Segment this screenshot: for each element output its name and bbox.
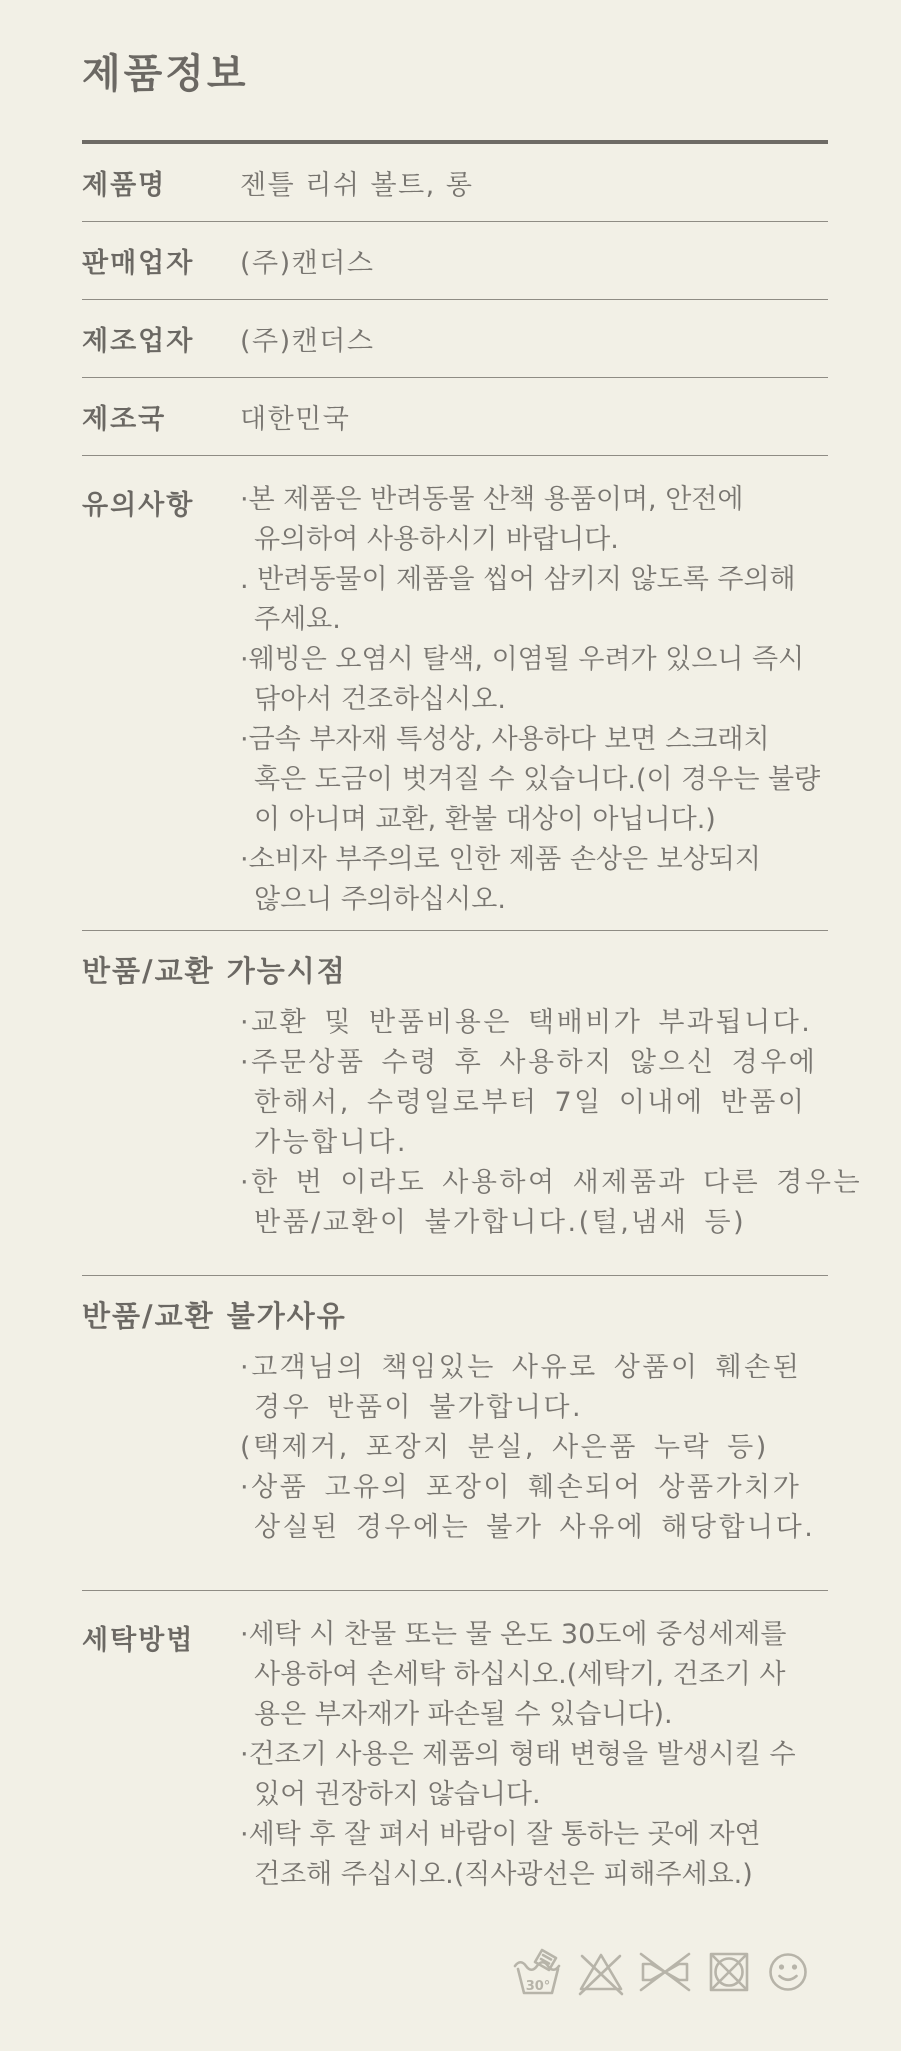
care-icons	[82, 1947, 828, 1997]
info-label: 판매업자	[82, 248, 195, 279]
info-value: 젠틀 리쉬 볼트, 롱	[240, 170, 474, 201]
notice-line: 주세요.	[254, 604, 341, 635]
washing-line: ·건조기 사용은 제품의 형태 변형을 발생시킬 수	[240, 1739, 796, 1770]
info-value: (주)캔더스	[240, 248, 375, 279]
washing-line: 건조해 주십시오.(직사광선은 피해주세요.)	[254, 1859, 753, 1890]
washing-lines	[240, 1615, 828, 1895]
notice-line: . 반려동물이 제품을 씹어 삼키지 않도록 주의해	[240, 564, 796, 595]
info-row	[82, 378, 828, 456]
return-window-section	[82, 931, 863, 1276]
return-window-line: 가능합니다.	[254, 1127, 408, 1158]
notice-block	[82, 456, 828, 931]
info-row	[82, 222, 828, 300]
return-restriction-line: (택제거, 포장지 분실, 사은품 누락 등)	[240, 1432, 769, 1463]
notice-line: 닦아서 건조하십시오.	[254, 684, 506, 715]
hand-wash-30-icon	[512, 1947, 566, 1997]
notice-lines	[240, 480, 828, 920]
washing-line: 용은 부자재가 파손될 수 있습니다).	[254, 1699, 673, 1730]
info-value: (주)캔더스	[240, 326, 375, 357]
do-not-bleach-icon	[576, 1947, 626, 1997]
do-not-wring-icon	[636, 1947, 694, 1997]
info-label: 제품명	[82, 170, 167, 201]
return-restriction-line: 상실된 경우에는 불가 사유에 해당합니다.	[254, 1512, 816, 1543]
notice-line: 혹은 도금이 벗겨질 수 있습니다.(이 경우는 불량	[254, 764, 821, 795]
notice-label: 유의사항	[82, 490, 195, 521]
return-window-line: 한해서, 수령일로부터 7일 이내에 반품이	[254, 1087, 807, 1118]
return-window-line: ·한 번 이라도 사용하여 새제품과 다른 경우는	[240, 1167, 863, 1198]
return-window-line: 반품/교환이 불가합니다.(털,냄새 등)	[254, 1207, 747, 1238]
washing-line: 사용하여 손세탁 하십시오.(세탁기, 건조기 사	[254, 1659, 786, 1690]
info-row	[82, 144, 828, 222]
return-window-line: ·교환 및 반품비용은 택배비가 부과됩니다.	[240, 1007, 813, 1038]
return-restrictions-title: 반품/교환 불가사유	[82, 1299, 347, 1333]
info-row	[82, 300, 828, 378]
notice-line: 않으니 주의하십시오.	[254, 884, 506, 915]
return-restrictions-section	[82, 1276, 828, 1591]
washing-line: ·세탁 시 찬물 또는 물 온도 30도에 중성세제를	[240, 1619, 787, 1650]
return-restrictions-lines	[240, 1348, 828, 1548]
info-label: 제조국	[82, 404, 167, 435]
page-title: 제품정보	[82, 51, 249, 97]
return-window-line: ·주문상품 수령 후 사용하지 않으신 경우에	[240, 1047, 818, 1078]
washing-line: ·세탁 후 잘 펴서 바람이 잘 통하는 곳에 자연	[240, 1819, 761, 1850]
return-restriction-line: 경우 반품이 불가합니다.	[254, 1392, 584, 1423]
notice-line: ·소비자 부주의로 인한 제품 손상은 보상되지	[240, 844, 761, 875]
return-window-lines	[240, 1003, 863, 1243]
notice-line: ·웨빙은 오염시 탈색, 이염될 우려가 있으니 즉시	[240, 644, 805, 675]
return-restriction-line: ·상품 고유의 포장이 훼손되어 상품가치가	[240, 1472, 802, 1503]
smiley-icon	[764, 1948, 812, 1996]
notice-line: ·본 제품은 반려동물 산책 용품이며, 안전에	[240, 484, 744, 515]
notice-line: 이 아니며 교환, 환불 대상이 아닙니다.)	[254, 804, 716, 835]
info-table	[82, 144, 828, 456]
do-not-tumble-dry-icon	[704, 1947, 754, 1997]
info-label: 제조업자	[82, 326, 195, 357]
washing-line: 있어 권장하지 않습니다.	[254, 1779, 541, 1810]
return-restriction-line: ·고객님의 책임있는 사유로 상품이 훼손된	[240, 1352, 802, 1383]
notice-line: ·금속 부자재 특성상, 사용하다 보면 스크래치	[240, 724, 770, 755]
info-value: 대한민국	[240, 404, 351, 435]
washing-label: 세탁방법	[82, 1625, 195, 1656]
notice-line: 유의하여 사용하시기 바랍니다.	[254, 524, 619, 555]
hand-wash-temp-label: 30°	[525, 1979, 551, 1994]
return-window-title: 반품/교환 가능시점	[82, 954, 347, 988]
washing-block	[82, 1591, 828, 1895]
